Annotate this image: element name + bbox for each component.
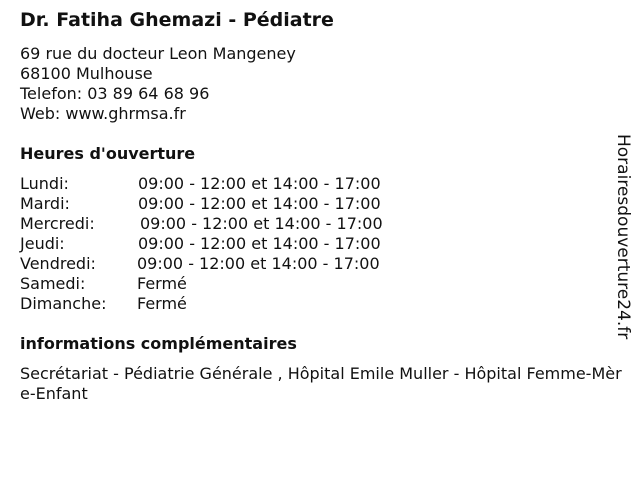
time-value: 09:00 - 12:00 et 14:00 - 17:00 xyxy=(138,194,381,213)
time-value: 09:00 - 12:00 et 14:00 - 17:00 xyxy=(137,254,380,273)
time-value: 09:00 - 12:00 et 14:00 - 17:00 xyxy=(138,174,381,193)
watermark: Horairesdouverture24.fr xyxy=(613,134,633,340)
street-address: 69 rue du docteur Leon Mangeney xyxy=(20,44,296,63)
day-label: Vendredi: xyxy=(20,254,96,273)
time-value: Fermé xyxy=(137,274,187,293)
info-text: Secrétariat - Pédiatrie Générale , Hôpital Emile Muller - Hôpital Femme-Mère-Enfant xyxy=(20,364,622,403)
time-value: 09:00 - 12:00 et 14:00 - 17:00 xyxy=(140,214,383,233)
phone-number: Telefon: 03 89 64 68 96 xyxy=(20,84,210,103)
time-value: 09:00 - 12:00 et 14:00 - 17:00 xyxy=(138,234,381,253)
info-heading: informations complémentaires xyxy=(20,334,297,353)
day-label: Dimanche: xyxy=(20,294,107,313)
day-label: Jeudi: xyxy=(20,234,65,253)
day-label: Samedi: xyxy=(20,274,86,293)
website: Web: www.ghrmsa.fr xyxy=(20,104,186,123)
day-label: Lundi: xyxy=(20,174,69,193)
day-label: Mercredi: xyxy=(20,214,95,233)
time-value: Fermé xyxy=(137,294,187,313)
day-label: Mardi: xyxy=(20,194,70,213)
hours-heading: Heures d'ouverture xyxy=(20,144,196,163)
city: 68100 Mulhouse xyxy=(20,64,153,83)
page-title: Dr. Fatiha Ghemazi - Pédiatre xyxy=(20,9,334,31)
address-block xyxy=(20,44,296,124)
